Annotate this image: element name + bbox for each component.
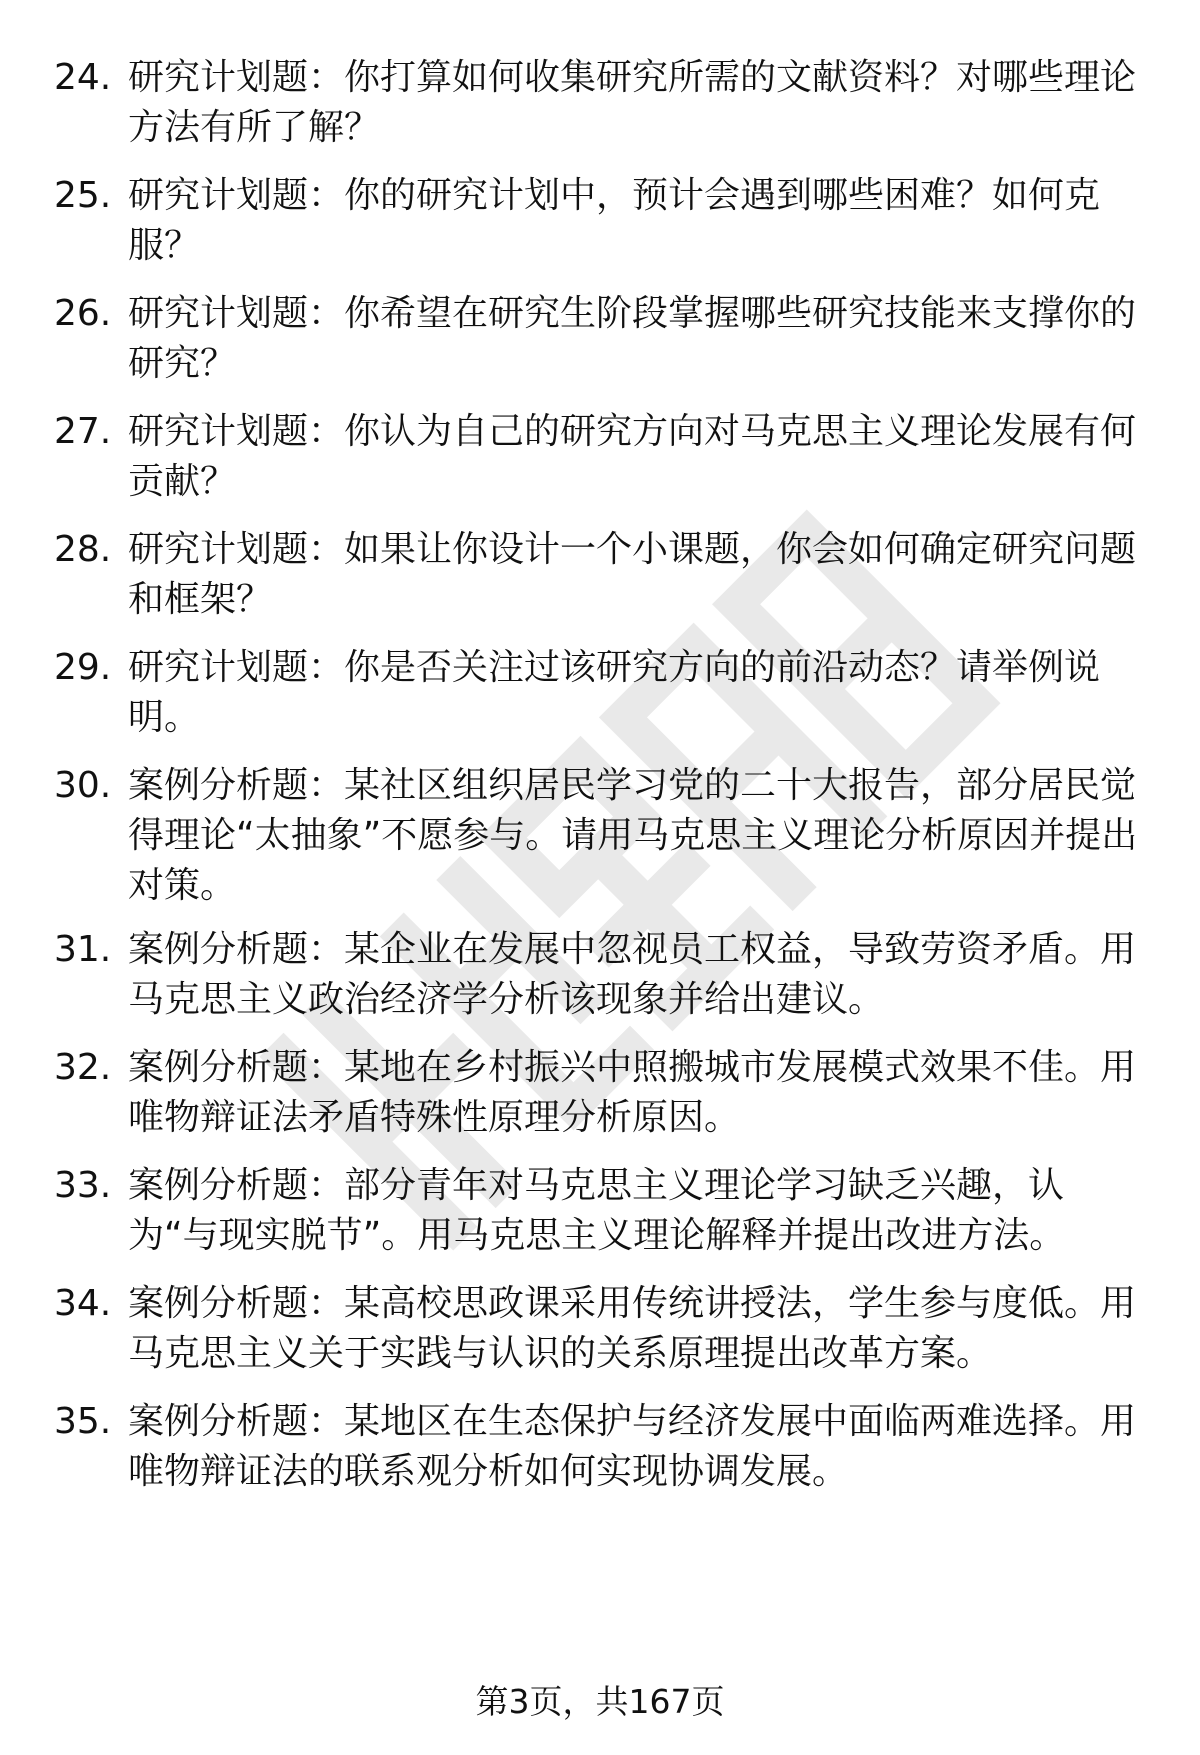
question-number: 25.	[54, 175, 112, 216]
question-text: 案例分析题：某社区组织居民学习党的二十大报告，部分居民觉得理论“太抽象”不愿参与。请用马克思主义理论分析原因并提出对策。	[128, 765, 1138, 906]
question-text: 案例分析题：某企业在发展中忽视员工权益，导致劳资矛盾。用马克思主义政治经济学分析该现象并给出建议。	[128, 929, 1137, 1020]
question-text: 案例分析题：某高校思政课采用传统讲授法，学生参与度低。用马克思主义关于实践与认识的关系原理提出改革方案。	[128, 1283, 1137, 1374]
question-text: 研究计划题：如果让你设计一个小课题，你会如何确定研究问题和框架？	[128, 529, 1137, 620]
question-text: 案例分析题：某地在乡村振兴中照搬城市发展模式效果不佳。用唯物辩证法矛盾特殊性原理分析原因。	[128, 1047, 1137, 1138]
question-number: 28.	[54, 529, 112, 570]
question-text: 研究计划题：你打算如何收集研究所需的文献资料？对哪些理论方法有所了解？	[128, 57, 1137, 148]
question-number: 32.	[54, 1047, 112, 1088]
question-number: 30.	[54, 765, 112, 806]
question-number: 27.	[54, 411, 112, 452]
question-text: 研究计划题：你是否关注过该研究方向的前沿动态？请举例说明。	[128, 647, 1101, 738]
question-text: 案例分析题：某地区在生态保护与经济发展中面临两难选择。用唯物辩证法的联系观分析如何实现协调发展。	[128, 1401, 1137, 1492]
question-number: 33.	[54, 1165, 112, 1206]
question-text: 研究计划题：你的研究计划中，预计会遇到哪些困难？如何克服？	[128, 175, 1101, 266]
question-number: 31.	[54, 929, 112, 970]
question-number: 24.	[54, 57, 112, 98]
question-text: 案例分析题：部分青年对马克思主义理论学习缺乏兴趣，认为“与现实脱节”。用马克思主义理论解释并提出改进方法。	[128, 1165, 1066, 1256]
question-number: 35.	[54, 1401, 112, 1442]
page-footer: 第3页，共167页	[475, 1682, 725, 1721]
question-text: 研究计划题：你希望在研究生阶段掌握哪些研究技能来支撑你的研究？	[128, 293, 1137, 384]
question-number: 26.	[54, 293, 112, 334]
question-number: 34.	[54, 1283, 112, 1324]
question-text: 研究计划题：你认为自己的研究方向对马克思主义理论发展有何贡献？	[128, 411, 1137, 502]
question-number: 29.	[54, 647, 112, 688]
